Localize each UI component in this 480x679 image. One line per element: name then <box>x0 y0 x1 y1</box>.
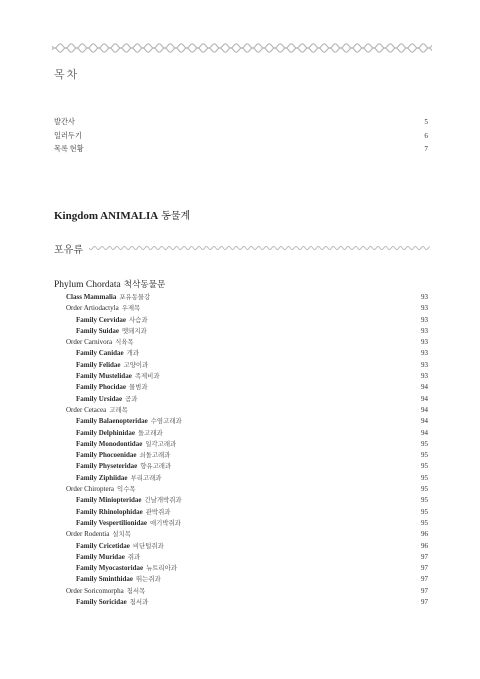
toc-entry-latin: Family Miniopteridae <box>76 496 142 505</box>
front-matter-item[interactable] <box>54 130 428 144</box>
kingdom-heading <box>54 207 190 222</box>
toc-entry-korean: 첨서과 <box>129 599 149 607</box>
toc-entry-order[interactable] <box>54 586 428 597</box>
toc-entry-latin: Family Phocoenidae <box>76 451 137 460</box>
toc-entry-title <box>76 541 164 552</box>
section-heading <box>54 241 430 255</box>
phylum-heading <box>54 278 165 290</box>
toc-entry-order[interactable] <box>54 529 428 540</box>
toc-entry-latin: Order Cetacea <box>66 405 107 414</box>
toc-entry-family[interactable] <box>54 597 428 608</box>
toc-entry-family[interactable] <box>54 371 428 382</box>
phylum-latin: Phylum Chordata <box>54 280 121 290</box>
kingdom-korean: 동물계 <box>161 211 191 222</box>
toc-entry-title <box>76 428 163 439</box>
toc-entry-latin: Family Muridae <box>76 552 125 561</box>
toc-entry-page: 93 <box>421 372 428 381</box>
toc-entry-family[interactable] <box>54 563 428 574</box>
toc-entry-korean: 포유동물강 <box>119 294 151 301</box>
toc-entry-page: 93 <box>421 338 428 347</box>
toc-entry-title <box>66 292 150 303</box>
toc-entry-latin: Family Ziphiidae <box>76 473 128 482</box>
toc-entry-latin: Family Suidae <box>76 326 119 335</box>
toc-entry-korean: 물범과 <box>128 384 148 392</box>
front-matter-page: 5 <box>424 118 428 126</box>
toc-entry-title <box>76 360 148 371</box>
toc-entry-latin: Order Carnivora <box>66 338 113 347</box>
front-matter-label: 발간사 <box>54 118 75 126</box>
toc-entry-korean: 수염고래과 <box>150 418 182 426</box>
front-matter-page: 7 <box>424 145 428 153</box>
toc-entry-page: 95 <box>421 462 428 471</box>
toc-entry-korean: 사슴과 <box>128 316 148 324</box>
toc-entry-title <box>66 405 128 416</box>
toc-entry-order[interactable] <box>54 484 428 495</box>
toc-entry-page: 95 <box>421 507 428 516</box>
kingdom-latin: Kingdom ANIMALIA <box>54 210 159 222</box>
toc-entry-page: 97 <box>421 598 428 607</box>
toc-entry-title <box>66 484 136 495</box>
toc-entry-page: 95 <box>421 473 428 482</box>
toc-entry-title <box>66 337 134 348</box>
toc-entry-latin: Family Cricetidae <box>76 541 130 550</box>
toc-entry-family[interactable] <box>54 450 428 461</box>
toc-entry-latin: Order Chiroptera <box>66 485 115 494</box>
toc-entry-order[interactable] <box>54 337 428 348</box>
toc-entry-title <box>76 326 147 337</box>
toc-entry-page: 95 <box>421 439 428 448</box>
toc-entry-title <box>76 439 176 450</box>
toc-entry-family[interactable] <box>54 416 428 427</box>
toc-entry-title <box>76 574 161 585</box>
toc-entry-korean: 돌고래과 <box>137 429 163 437</box>
toc-entry-page: 94 <box>421 383 428 392</box>
toc-entry-latin: Family Rhinolophidae <box>76 507 143 516</box>
toc-entry-page: 94 <box>421 405 428 414</box>
toc-entry-family[interactable] <box>54 348 428 359</box>
toc-entry-title <box>76 473 161 484</box>
toc-entry-korean: 뉴트리아과 <box>146 565 177 573</box>
toc-entry-korean: 비단털쥐과 <box>132 542 164 550</box>
toc-entry-order[interactable] <box>54 303 428 314</box>
toc-entry-page: 93 <box>421 349 428 358</box>
toc-entry-korean: 식육목 <box>115 339 134 347</box>
toc-entry-family[interactable] <box>54 574 428 585</box>
toc-entry-korean: 첨서목 <box>126 587 146 595</box>
toc-entry-korean: 뛰는쥐과 <box>135 576 161 584</box>
toc-entry-family[interactable] <box>54 326 428 337</box>
toc-entry-family[interactable] <box>54 461 428 472</box>
toc-entry-family[interactable] <box>54 518 428 529</box>
toc-entry-korean: 족제비과 <box>134 373 160 381</box>
toc-entry-korean: 쇠돌고래과 <box>139 452 171 460</box>
toc-entry-family[interactable] <box>54 541 428 552</box>
toc-entry-family[interactable] <box>54 382 428 393</box>
toc-entry-latin: Family Balaenopteridae <box>76 417 148 426</box>
toc-entry-latin: Family Phocidae <box>76 383 126 392</box>
toc-entry-title <box>76 394 137 405</box>
toc-entry-title <box>76 371 160 382</box>
toc-entry-latin: Family Felidae <box>76 360 121 369</box>
toc-entry-latin: Family Delphinidae <box>76 428 135 437</box>
toc-entry-family[interactable] <box>54 552 428 563</box>
toc-entry-page: 93 <box>421 315 428 324</box>
toc-entry-page: 93 <box>421 326 428 335</box>
toc-entry-family[interactable] <box>54 360 428 371</box>
front-matter-item[interactable] <box>54 143 428 157</box>
front-matter-label: 목록 현황 <box>54 145 84 153</box>
toc-entry-class[interactable] <box>54 292 428 303</box>
toc-entry-page: 96 <box>421 541 428 550</box>
toc-entry-title <box>76 563 177 574</box>
toc-entry-title <box>66 303 140 314</box>
toc-entry-title <box>76 518 181 529</box>
toc-list <box>54 292 428 608</box>
toc-entry-korean: 고양이과 <box>123 361 149 369</box>
toc-entry-page: 97 <box>421 575 428 584</box>
toc-entry-korean: 멧돼지과 <box>121 327 147 335</box>
toc-entry-korean: 부리고래과 <box>130 474 162 482</box>
toc-entry-page: 96 <box>421 530 428 539</box>
toc-entry-family[interactable] <box>54 473 428 484</box>
toc-entry-title <box>76 507 170 518</box>
toc-entry-latin: Order Rodentia <box>66 530 110 539</box>
section-label: 포유류 <box>54 244 83 256</box>
toc-entry-title <box>76 382 148 393</box>
toc-entry-page: 94 <box>421 428 428 437</box>
toc-entry-page: 95 <box>421 496 428 505</box>
toc-entry-latin: Family Ursidae <box>76 394 123 403</box>
toc-entry-latin: Order Soricomorpha <box>66 586 124 595</box>
toc-entry-page: 97 <box>421 564 428 573</box>
toc-entry-page: 93 <box>421 293 428 301</box>
toc-entry-korean: 애기박쥐과 <box>149 519 181 527</box>
front-matter-list <box>54 116 428 157</box>
toc-entry-page: 95 <box>421 518 428 527</box>
toc-entry-title <box>76 315 148 326</box>
toc-entry-latin: Family Vespertilionidae <box>76 518 147 527</box>
toc-entry-korean: 개과 <box>126 350 139 358</box>
toc-entry-title <box>66 529 131 540</box>
header-wave-ornament <box>52 42 432 54</box>
toc-entry-title <box>76 416 182 427</box>
front-matter-item[interactable] <box>54 116 428 130</box>
toc-entry-page: 95 <box>421 485 428 494</box>
toc-entry-family[interactable] <box>54 315 428 326</box>
front-matter-page: 6 <box>424 131 428 140</box>
toc-entry-latin: Family Sminthidae <box>76 575 133 584</box>
toc-entry-korean: 익수목 <box>117 486 136 494</box>
toc-entry-page: 94 <box>421 417 428 426</box>
toc-entry-latin: Class Mammalia <box>66 293 117 301</box>
section-wave-line <box>89 245 430 251</box>
page-title: 목차 <box>54 69 80 81</box>
phylum-korean: 척삭동물문 <box>123 279 166 289</box>
toc-entry-latin: Family Canidae <box>76 349 124 358</box>
toc-entry-latin: Family Soricidae <box>76 598 127 607</box>
toc-entry-korean: 관박쥐과 <box>145 508 171 516</box>
toc-entry-title <box>76 495 182 506</box>
toc-entry-title <box>76 461 171 472</box>
toc-entry-latin: Family Cervidae <box>76 315 126 324</box>
toc-entry-title <box>76 552 140 563</box>
toc-entry-title <box>76 597 148 608</box>
toc-entry-page: 93 <box>421 304 428 313</box>
toc-entry-title <box>76 450 170 461</box>
toc-entry-page: 95 <box>421 451 428 460</box>
front-matter-label: 일러두기 <box>54 131 82 140</box>
toc-entry-family[interactable] <box>54 439 428 450</box>
toc-entry-family[interactable] <box>54 394 428 405</box>
toc-entry-title <box>66 586 145 597</box>
toc-entry-latin: Order Artiodactyla <box>66 304 119 313</box>
toc-entry-family[interactable] <box>54 428 428 439</box>
toc-entry-korean: 쥐과 <box>127 553 141 561</box>
toc-entry-korean: 곰과 <box>125 395 138 403</box>
toc-entry-family[interactable] <box>54 495 428 506</box>
toc-entry-korean: 우제목 <box>121 305 141 313</box>
toc-entry-latin: Family Monodontidae <box>76 439 143 448</box>
toc-entry-page: 97 <box>421 586 428 595</box>
toc-entry-korean: 향유고래과 <box>140 463 172 471</box>
toc-entry-title <box>76 348 139 359</box>
toc-entry-korean: 일각고래과 <box>145 440 177 448</box>
toc-entry-page: 97 <box>421 552 428 561</box>
toc-entry-latin: Family Myocastoridae <box>76 564 144 573</box>
toc-entry-latin: Family Physeteridae <box>76 462 138 471</box>
toc-entry-page: 94 <box>421 394 428 403</box>
toc-entry-order[interactable] <box>54 405 428 416</box>
toc-entry-family[interactable] <box>54 507 428 518</box>
toc-entry-latin: Family Mustelidae <box>76 372 132 381</box>
toc-entry-page: 93 <box>421 360 428 369</box>
toc-entry-korean: 설치목 <box>112 531 131 539</box>
toc-entry-korean: 고래목 <box>109 406 128 414</box>
toc-entry-korean: 긴날개박쥐과 <box>144 497 182 505</box>
